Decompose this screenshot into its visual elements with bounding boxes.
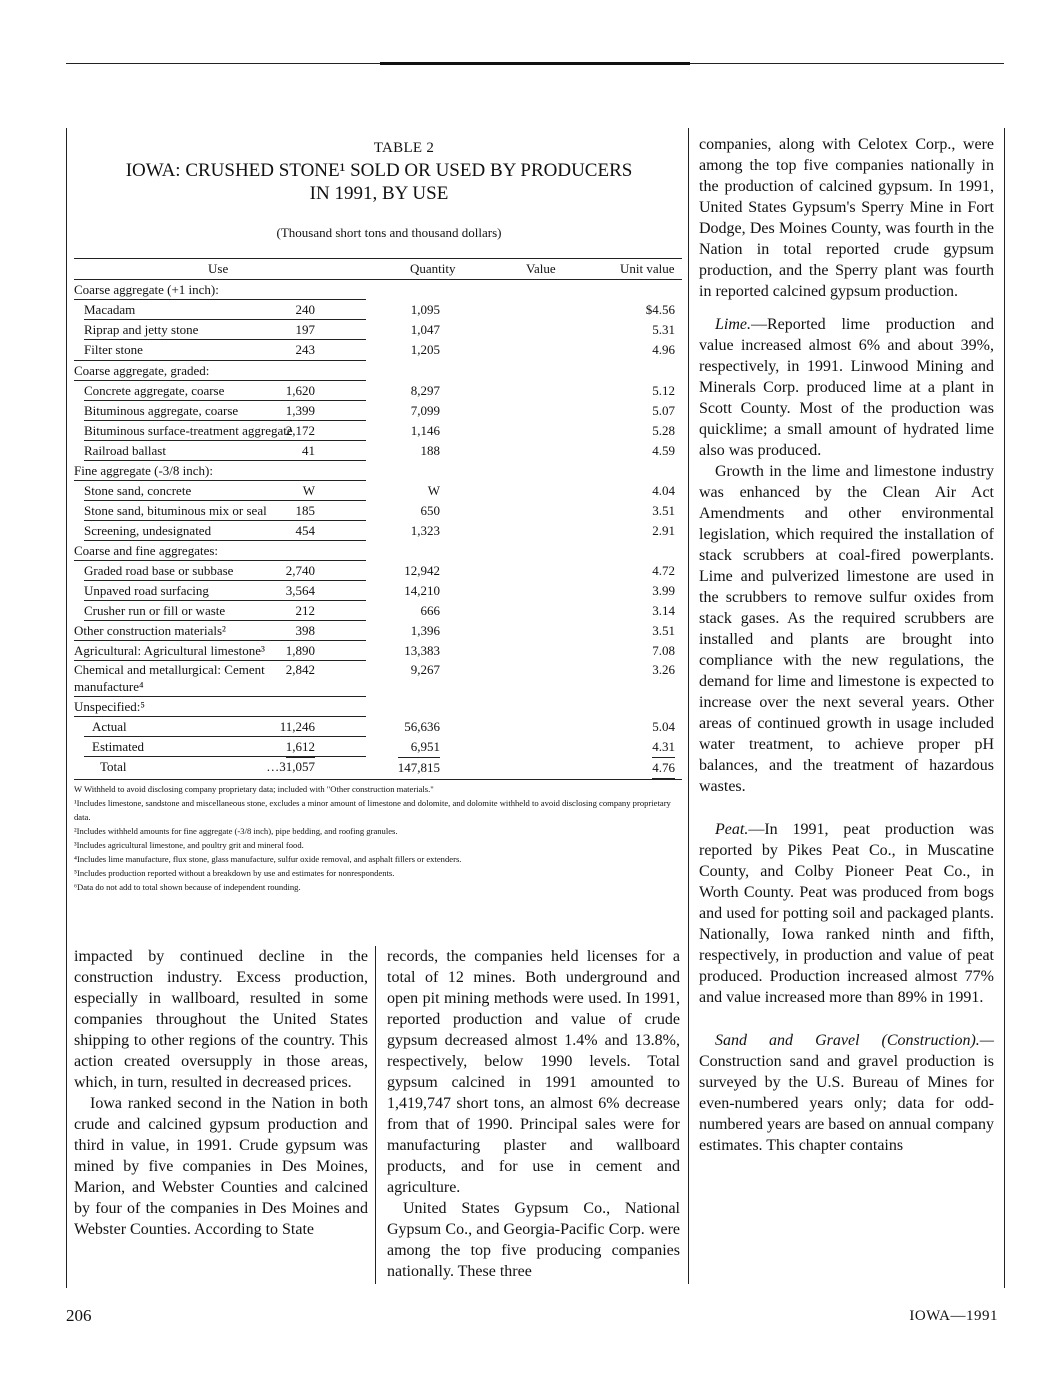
sand-gravel-heading: Sand and Gravel (Construction).—: [715, 1032, 994, 1049]
table-note: ²Includes withheld amounts for fine aggregate (-3/8 inch), pipe bedding, and roofing granules.: [74, 826, 398, 836]
peat-heading: Peat.: [715, 821, 749, 838]
paragraph: Growth in the lime and limestone industry was enhanced by the Clean Air Act Amendments and other environmental legislation, which required the installation of stack scrubbers at coal-fired powerplants. Lime and pulverized limestone are used in the scrubbers to remove sulfur oxides from stack gases. As the required scrubbers are installed and plants are brought into compliance with the new regulations, the demand for lime and limestone is expected to increase over the next several years. Other areas of continued growth in usage included water treatment, to achieve proper pH balances, and the treatment of hazardous wastes.: [699, 463, 994, 795]
top-rule-thick: [380, 62, 690, 65]
table-row: Railroad ballast 41 188 4.59: [74, 441, 682, 461]
table-row: Coarse aggregate, graded:: [74, 360, 366, 381]
paragraph: companies, along with Celotex Corp., were among the top five companies nationally in the production of calcined gypsum. In 1991, United States Gypsum's Sperry Mine in Fort Dodge, Des Moines County, was fourth in the Nation in total reported crude gypsum production, and the Sperry plant was fourth in reported calcined gypsum production.: [699, 136, 994, 300]
table-row: Stone sand, concrete W W 4.04: [74, 481, 682, 501]
paragraph: United States Gypsum Co., National Gypsum Co., and Georgia-Pacific Corp. were among the top five producing companies nationally. These three: [387, 1200, 680, 1280]
header-use: Use: [208, 261, 229, 276]
table-row: Chemical and metallurgical: Cement manufacture⁴ 2,842 9,267 3.26: [74, 661, 682, 697]
right-margin-rule: [1004, 128, 1005, 1288]
table-row: Fine aggregate (-3/8 inch):: [74, 461, 682, 481]
table-note: ³Includes agricultural limestone, and poultry grit and mineral food.: [74, 840, 304, 850]
table-row: Filter stone 243 1,205 4.96: [84, 342, 675, 357]
column-divider-1: [375, 946, 376, 1284]
table-row: Graded road base or subbase 2,740 12,942 4.72: [74, 561, 682, 581]
table-row: Coarse aggregate (+1 inch):: [74, 280, 682, 300]
header-quantity: Quantity: [410, 261, 456, 276]
paragraph: impacted by continued decline in the construction industry. Excess production, especially in wallboard, resulted in some companies throughout the United States shipping to other regions of the country. This action created oversupply in those areas, which, in turn, resulted in decreased prices.: [74, 948, 368, 1091]
table-title: IOWA: CRUSHED STONE¹ SOLD OR USED BY PRODUCERS IN 1991, BY USE: [125, 160, 633, 204]
paragraph: records, the companies held licenses for a total of 12 mines. Both underground and open pit mining methods were used. In 1991, reported production and value of crude gypsum decreased almost 1.4% and 13.8%, respectively, below 1990 levels. Total gypsum calcined in 1991 amounted to 1,419,747 short tons, an almost 6% decrease from that of 1990. Principal sales were for manufacturing plaster and wallboard products, and for use in cement and agriculture.: [387, 948, 680, 1196]
table-row: Concrete aggregate, coarse 1,620 8,297 5.12: [74, 381, 682, 401]
table-body: [74, 258, 682, 894]
table-note: ⁴Includes lime manufacture, flux stone, glass manufacture, sulfur oxide removal, and asphalt fillers or extenders.: [74, 854, 462, 864]
table-header: [74, 258, 682, 280]
crushed-stone-table: [66, 140, 682, 892]
table-note: ⁶Data do not add to total shown because of independent rounding.: [74, 882, 301, 892]
table-row: Crusher run or fill or waste 212 666 3.14: [74, 601, 682, 621]
table-row-total: Total …31,057 147,815 4.76: [74, 757, 682, 777]
table-row: Coarse and fine aggregates:: [74, 541, 682, 561]
column-divider-2: [688, 128, 689, 1284]
table-notes: [74, 782, 682, 894]
table-label: TABLE 2: [373, 140, 435, 156]
table-row: Stone sand, bituminous mix or seal 185 650 3.51: [74, 501, 682, 521]
lime-heading: Lime.: [715, 316, 751, 333]
lime-section: Lime.—Reported lime production and value increased almost 6% and about 39%, respectively, in 1991. Linwood Mining and Minerals Corp. produced lime at a plant in Scott County. Most of the production was quicklime; a small amount of hydrated lime also was produced.: [699, 316, 994, 459]
table-row: Other construction materials² 398 1,396 3.51: [74, 621, 682, 641]
sand-gravel-section: Sand and Gravel (Construction).— Construction sand and gravel production is surveyed by the U.S. Bureau of Mines for even-numbered years only; data for odd-numbered years are based on annual company estimates. This chapter contains: [699, 1032, 994, 1154]
table-row: Estimated 1,612 6,951 4.31: [74, 737, 682, 757]
peat-section: Peat.—In 1991, peat production was reported by Pikes Peat Co., in Muscatine County, and Colby Pioneer Peat Co., in Worth County. Peat was produced from bogs and used for potting soil and packaged plants. Nationally, Iowa ranked ninth and fifth, respectively, in production and value of peat produced. Production increased almost 77% and value increased more than 89% in 1991.: [699, 821, 994, 1006]
table-row: Unspecified:⁵: [74, 697, 682, 717]
table-row: Unpaved road surfacing 3,564 14,210 3.99: [74, 581, 682, 601]
table-subtitle: (Thousand short tons and thousand dollars): [276, 225, 502, 240]
table-footer-rule: [74, 779, 682, 780]
table-note: ¹Includes limestone, sandstone and miscellaneous stone, excludes a minor amount of limestone and dolomite, and dolomite withheld to avoid disclosing company proprietary data.: [74, 798, 671, 822]
table-row: Agricultural: Agricultural limestone³ 1,890 13,383 7.08: [74, 641, 682, 661]
table-row: Bituminous surface-treatment aggregate 2,172 1,146 5.28: [74, 421, 682, 441]
table-row: Bituminous aggregate, coarse 1,399 7,099 5.07: [74, 401, 682, 421]
table-row: Riprap and jetty stone 197 1,047 5.31: [74, 320, 682, 340]
text-column-1: [74, 946, 368, 1240]
table-row: Macadam 240 1,095 $4.56: [74, 300, 682, 320]
header-unit-value: Unit value: [620, 261, 675, 276]
table-row: Screening, undesignated 454 1,323 2.91: [74, 521, 682, 541]
table-note: ⁵Includes production reported without a breakdown by use and estimates for nonrespondents.: [74, 868, 395, 878]
header-value: Value: [526, 261, 556, 276]
table-row: Actual 11,246 56,636 5.04: [74, 717, 682, 737]
paragraph: Iowa ranked second in the Nation in both crude and calcined gypsum production and third in value, in 1991. Crude gypsum was mined by five companies in Des Moines, Marion, and Webster Counties and calcined by four of the companies in Des Moines and Webster Counties. According to State: [74, 1095, 368, 1238]
left-margin-rule: [66, 128, 67, 1288]
running-head: IOWA—1991: [909, 1308, 998, 1324]
text-column-2: [387, 946, 680, 1282]
page-number: 206: [66, 1306, 92, 1325]
text-column-3: [699, 134, 994, 1156]
table-note: W Withheld to avoid disclosing company proprietary data; included with "Other construction materials.": [74, 784, 434, 794]
